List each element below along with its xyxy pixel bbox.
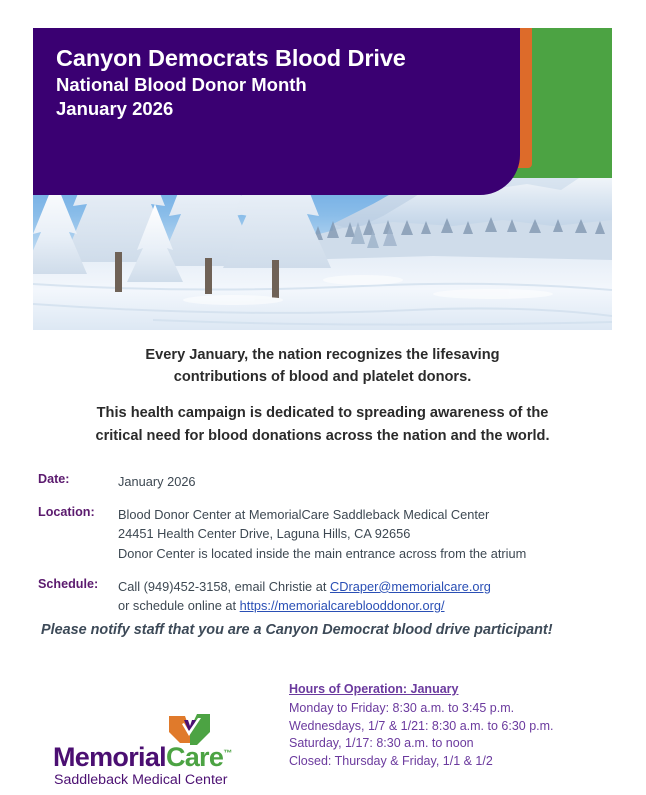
hours-line-saturday: Saturday, 1/17: 8:30 a.m. to noon: [289, 736, 474, 751]
scheduling-url-link[interactable]: https://memorialcareblooddonor.org/: [239, 597, 445, 613]
intro-paragraph-2: [33, 402, 612, 446]
logo-subtitle: Saddleback Medical Center: [54, 772, 228, 788]
header-title-group: [56, 44, 406, 121]
intro-p2-line2: critical need for blood donations across the nation and the world.: [95, 427, 550, 444]
memorialcare-wordmark: [53, 742, 232, 773]
page-title: Canyon Democrats Blood Drive: [56, 45, 406, 71]
detail-row-schedule: [38, 577, 613, 615]
intro-paragraph-1: [33, 344, 612, 388]
hours-line-wednesday: Wednesdays, 1/7 & 1/21: 8:30 a.m. to 6:30 p.m.: [289, 718, 554, 733]
schedule-line-2: [118, 596, 613, 615]
date-value-group: [118, 472, 613, 491]
date-label: Date:: [38, 472, 70, 486]
schedule-call-text: Call (949)452-3158, email Christie at: [118, 578, 330, 594]
header-subtitle: National Blood Donor Month: [56, 73, 307, 95]
memorialcare-logo: [53, 712, 253, 790]
hours-title: Hours of Operation: January: [289, 682, 459, 696]
logo-word-care: Care: [165, 742, 224, 772]
schedule-online-text: or schedule online at: [118, 597, 240, 613]
intro-text: [33, 344, 612, 447]
location-value-group: [118, 505, 613, 563]
location-line-2: 24451 Health Center Drive, Laguna Hills, CA 92656: [118, 526, 411, 542]
intro-p1-line1: Every January, the nation recognizes the lifesaving: [145, 347, 500, 363]
header-date: January 2026: [56, 98, 174, 120]
location-label: Location:: [38, 505, 95, 520]
intro-p2-line1: This health campaign is dedicated to spreading awareness of the: [96, 405, 549, 422]
location-line-1: Blood Donor Center at MemorialCare Saddleback Medical Center: [118, 507, 490, 523]
location-line-3: Donor Center is located inside the main entrance across from the atrium: [118, 545, 527, 561]
schedule-value-group: [118, 577, 613, 615]
intro-p1-line2: contributions of blood and platelet donors.: [173, 369, 472, 386]
hours-of-operation: [289, 681, 554, 771]
participant-notice: Please notify staff that you are a Canyon Democrat blood drive participant!: [41, 622, 553, 638]
hours-line-weekday: Monday to Friday: 8:30 a.m. to 3:45 p.m.: [289, 700, 515, 715]
detail-row-location: [38, 505, 613, 563]
schedule-line-1: [118, 577, 613, 596]
trademark-symbol: ™: [223, 748, 232, 758]
date-value: January 2026: [118, 474, 196, 489]
schedule-label: Schedule:: [38, 576, 99, 591]
detail-row-date: [38, 472, 613, 491]
logo-word-memorial: Memorial: [53, 742, 166, 772]
purple-header-panel: [33, 28, 520, 195]
hours-line-closed: Closed: Thursday & Friday, 1/1 & 1/2: [289, 754, 493, 768]
email-link[interactable]: CDraper@memorialcare.org: [329, 578, 491, 594]
banner: [33, 28, 612, 330]
event-details: [38, 472, 613, 629]
